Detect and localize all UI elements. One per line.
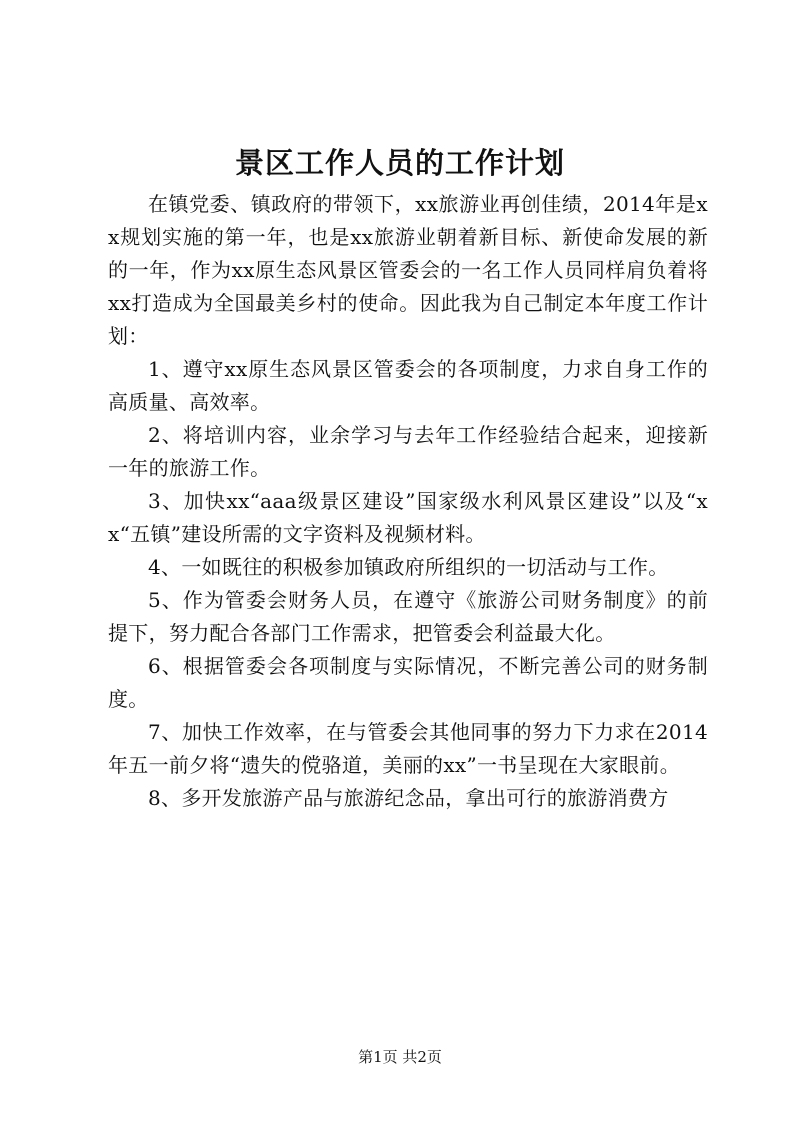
plan-item-5: 5、作为管委会财务人员，在遵守《旅游公司财务制度》的前提下，努力配合各部门工作需求，把管委会利益最大化。 — [108, 588, 708, 645]
intro-paragraph: 在镇党委、镇政府的带领下，xx旅游业再创佳绩，2014年是xx规划实施的第一年，也是xx旅游业朝着新目标、新使命发展的新的一年，作为xx原生态风景区管委会的一名工作人员同样肩负着将xx打造成为全国最美乡村的使命。因此我为自己制定本年度工作计划： — [108, 192, 708, 348]
plan-item-3: 3、加快xx“aaa级景区建设”国家级水利风景区建设”以及“xx“五镇”建设所需的文字资料及视频材料。 — [108, 489, 708, 546]
plan-item-4: 4、一如既往的积极参加镇政府所组织的一切活动与工作。 — [148, 555, 669, 579]
plan-item-2: 2、将培训内容，业余学习与去年工作经验结合起来，迎接新一年的旅游工作。 — [108, 423, 708, 480]
plan-item-7: 7、加快工作效率，在与管委会其他同事的努力下力求在2014年五一前夕将“遗失的傥骆道，美丽的xx”一书呈现在大家眼前。 — [108, 720, 708, 777]
page-footer: 第1页 共2页 — [358, 1048, 442, 1066]
plan-item-6: 6、根据管委会各项制度与实际情况，不断完善公司的财务制度。 — [108, 654, 708, 711]
plan-item-1: 1、遵守xx原生态风景区管委会的各项制度，力求自身工作的高质量、高效率。 — [108, 357, 708, 414]
document-title: 景区工作人员的工作计划 — [234, 146, 565, 180]
document-body — [108, 188, 708, 815]
plan-item-8: 8、多开发旅游产品与旅游纪念品，拿出可行的旅游消费方 — [148, 786, 669, 810]
